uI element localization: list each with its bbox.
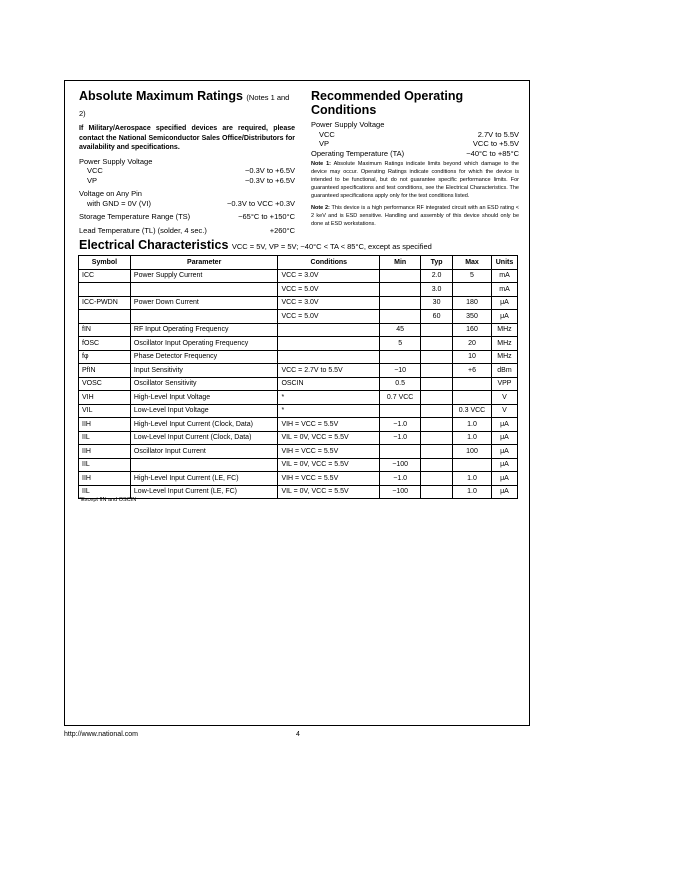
table-row [79, 445, 518, 459]
cell-symbol: PfIN [79, 364, 131, 378]
table-row [79, 472, 518, 486]
cell-conditions: VIH = VCC = 5.5V [278, 445, 380, 459]
column-header: Conditions [278, 256, 380, 270]
note-1 [311, 160, 519, 200]
cell-typ: 3.0 [421, 283, 453, 297]
table-row [79, 404, 518, 418]
roc-temp-label: Operating Temperature (TA) [311, 148, 405, 158]
cell-typ: 60 [421, 310, 453, 324]
absolute-maximum-ratings [79, 89, 295, 235]
cell-conditions: VIL = 0V, VCC = 5.5V [278, 431, 380, 445]
amr-lead-value: +260°C [269, 225, 295, 235]
cell-units: MHz [491, 337, 517, 351]
amr-vpin-label: Voltage on Any Pin [79, 189, 142, 198]
table-row [79, 323, 518, 337]
cell-units: MHz [491, 323, 517, 337]
table-row [79, 391, 518, 405]
cell-units: mA [491, 283, 517, 297]
roc-vp-value: VCC to +5.5V [472, 139, 519, 148]
cell-parameter: Low-Level Input Voltage [130, 404, 278, 418]
cell-parameter: Low-Level Input Current (Clock, Data) [130, 431, 278, 445]
cell-symbol: IIL [79, 485, 131, 499]
cell-units: V [491, 391, 517, 405]
cell-min [380, 445, 421, 459]
cell-typ [421, 350, 453, 364]
table-row [79, 458, 518, 472]
cell-max: 350 [453, 310, 492, 324]
amr-vpin-value: −0.3V to VCC +0.3V [227, 198, 295, 208]
cell-parameter: Oscillator Sensitivity [130, 377, 278, 391]
cell-typ [421, 445, 453, 459]
cell-typ [421, 485, 453, 499]
cell-parameter: Input Sensitivity [130, 364, 278, 378]
cell-units: dBm [491, 364, 517, 378]
amr-vp-value: −0.3V to +6.5V [244, 175, 295, 185]
amr-vp-label: VP [87, 175, 98, 185]
cell-symbol: ICC-PWDN [79, 296, 131, 310]
cell-min: −100 [380, 485, 421, 499]
cell-parameter: Low-Level Input Current (LE, FC) [130, 485, 278, 499]
note-1-label: Note 1: [311, 161, 331, 167]
note-2-text: This device is a high performance RF integrated circuit with an ESD rating < 2 keV and is ESD sensitive. Handling and assembly of this device should only be done at ESD workstations. [311, 205, 520, 227]
recommended-operating-conditions [311, 89, 519, 228]
cell-units: μA [491, 310, 517, 324]
cell-symbol: VOSC [79, 377, 131, 391]
cell-parameter: High-Level Input Current (LE, FC) [130, 472, 278, 486]
roc-temp-value: −40°C to +85°C [466, 148, 519, 158]
cell-typ: 2.0 [421, 269, 453, 283]
cell-units: μA [491, 472, 517, 486]
column-header: Parameter [130, 256, 278, 270]
cell-units: V [491, 404, 517, 418]
cell-max [453, 283, 492, 297]
cell-min: −1.0 [380, 418, 421, 432]
cell-max [453, 391, 492, 405]
cell-typ [421, 431, 453, 445]
amr-vcc-value: −0.3V to +6.5V [244, 166, 295, 175]
table-row [79, 337, 518, 351]
cell-max: 1.0 [453, 472, 492, 486]
cell-units: μA [491, 296, 517, 310]
cell-parameter: High-Level Input Voltage [130, 391, 278, 405]
roc-vp-label: VP [319, 139, 330, 148]
cell-max: 10 [453, 350, 492, 364]
table-header-row [79, 256, 518, 270]
cell-conditions: VIH = VCC = 5.5V [278, 472, 380, 486]
cell-min [380, 283, 421, 297]
electrical-characteristics-table [78, 255, 518, 499]
cell-conditions [278, 323, 380, 337]
cell-typ [421, 364, 453, 378]
cell-min: 0.7 VCC [380, 391, 421, 405]
note-2 [311, 204, 519, 228]
amr-heading [79, 89, 295, 121]
cell-conditions: * [278, 391, 380, 405]
table-row [79, 418, 518, 432]
cell-min [380, 269, 421, 283]
cell-conditions: VIL = 0V, VCC = 5.5V [278, 458, 380, 472]
cell-typ [421, 404, 453, 418]
cell-symbol [79, 283, 131, 297]
roc-vcc-label: VCC [319, 129, 335, 139]
column-header: Min [380, 256, 421, 270]
table-row [79, 364, 518, 378]
cell-units: μA [491, 431, 517, 445]
cell-max: 1.0 [453, 485, 492, 499]
column-header: Units [491, 256, 517, 270]
cell-units: μA [491, 485, 517, 499]
cell-max [453, 377, 492, 391]
cell-max: 160 [453, 323, 492, 337]
cell-units: VPP [491, 377, 517, 391]
cell-units: μA [491, 458, 517, 472]
cell-max: 0.3 VCC [453, 404, 492, 418]
cell-conditions: VCC = 5.0V [278, 283, 380, 297]
cell-symbol: ICC [79, 269, 131, 283]
cell-max: 5 [453, 269, 492, 283]
cell-min: −10 [380, 364, 421, 378]
amr-psv-label: Power Supply Voltage [79, 156, 153, 166]
cell-min: −1.0 [380, 431, 421, 445]
cell-conditions: VCC = 2.7V to 5.5V [278, 364, 380, 378]
note-1-text: Absolute Maximum Ratings indicate limits beyond which damage to the device may occur. Operating Ratings indicate conditions for which the device is intended to be functional, but do not guarantee specific performance limits. For guaranteed specifications and test conditions, see the Electrical Characteristics. The guaranteed specifications apply only for the test conditions listed. [311, 161, 519, 199]
cell-conditions: VIH = VCC = 5.5V [278, 418, 380, 432]
page-number: 4 [296, 731, 300, 738]
cell-typ [421, 337, 453, 351]
cell-conditions [278, 337, 380, 351]
amr-storage-value: −65°C to +150°C [238, 212, 295, 221]
column-header: Max [453, 256, 492, 270]
cell-typ [421, 458, 453, 472]
cell-min: −1.0 [380, 472, 421, 486]
cell-parameter: Phase Detector Frequency [130, 350, 278, 364]
cell-min [380, 296, 421, 310]
table-row [79, 377, 518, 391]
roc-vcc-value: 2.7V to 5.5V [477, 129, 519, 139]
cell-typ [421, 377, 453, 391]
cell-conditions [278, 350, 380, 364]
cell-conditions: VIL = 0V, VCC = 5.5V [278, 485, 380, 499]
note-2-label: Note 2: [311, 205, 330, 211]
cell-min [380, 404, 421, 418]
table-row [79, 283, 518, 297]
cell-max: 100 [453, 445, 492, 459]
cell-max: 1.0 [453, 431, 492, 445]
table-row [79, 269, 518, 283]
cell-symbol: IIH [79, 445, 131, 459]
cell-symbol: fOSC [79, 337, 131, 351]
roc-psv-label: Power Supply Voltage [311, 120, 385, 129]
cell-conditions: VCC = 5.0V [278, 310, 380, 324]
column-header: Typ [421, 256, 453, 270]
cell-parameter: Oscillator Input Current [130, 445, 278, 459]
table-row [79, 296, 518, 310]
cell-parameter [130, 310, 278, 324]
page-frame [64, 80, 530, 726]
cell-parameter: High-Level Input Current (Clock, Data) [130, 418, 278, 432]
footer-url[interactable]: http://www.national.com [64, 731, 138, 738]
cell-units: mA [491, 269, 517, 283]
ec-title: Electrical Characteristics [79, 238, 229, 252]
cell-symbol: IIL [79, 431, 131, 445]
cell-symbol: IIH [79, 472, 131, 486]
cell-min: 45 [380, 323, 421, 337]
cell-max: 20 [453, 337, 492, 351]
ec-footnote: *Except fIN and OSCIN [79, 497, 137, 503]
amr-notes: (Notes 1 and 2) [79, 93, 290, 118]
cell-parameter [130, 458, 278, 472]
cell-max: 1.0 [453, 418, 492, 432]
cell-min: 0.5 [380, 377, 421, 391]
cell-typ [421, 472, 453, 486]
cell-min: −100 [380, 458, 421, 472]
cell-symbol: IIL [79, 458, 131, 472]
amr-title: Absolute Maximum Ratings [79, 89, 243, 103]
cell-typ: 30 [421, 296, 453, 310]
amr-vpin-sub: with GND = 0V (VI) [87, 198, 151, 208]
cell-max: +6 [453, 364, 492, 378]
cell-parameter: Power Down Current [130, 296, 278, 310]
cell-units: MHz [491, 350, 517, 364]
cell-conditions: * [278, 404, 380, 418]
cell-symbol: IIH [79, 418, 131, 432]
cell-symbol: VIL [79, 404, 131, 418]
cell-symbol [79, 310, 131, 324]
amr-warning: If Military/Aerospace specified devices are required, please contact the National Semiconductor Sales Office/Distributors for availability and specifications. [79, 125, 295, 151]
cell-min: 5 [380, 337, 421, 351]
table-row [79, 431, 518, 445]
roc-title: Recommended Operating Conditions [311, 89, 464, 117]
cell-parameter: RF Input Operating Frequency [130, 323, 278, 337]
cell-min [380, 310, 421, 324]
cell-conditions: OSCIN [278, 377, 380, 391]
cell-conditions: VCC = 3.0V [278, 296, 380, 310]
column-header: Symbol [79, 256, 131, 270]
cell-typ [421, 418, 453, 432]
cell-units: μA [491, 418, 517, 432]
cell-max: 180 [453, 296, 492, 310]
cell-parameter: Power Supply Current [130, 269, 278, 283]
cell-max [453, 458, 492, 472]
cell-typ [421, 323, 453, 337]
table-row [79, 310, 518, 324]
amr-vcc-label: VCC [87, 166, 103, 175]
cell-parameter: Oscillator Input Operating Frequency [130, 337, 278, 351]
amr-lead-label: Lead Temperature (TL) (solder, 4 sec.) [79, 225, 207, 235]
cell-symbol: fIN [79, 323, 131, 337]
cell-symbol: fφ [79, 350, 131, 364]
cell-symbol: VIH [79, 391, 131, 405]
cell-typ [421, 391, 453, 405]
cell-conditions: VCC = 3.0V [278, 269, 380, 283]
ec-heading [79, 238, 432, 252]
cell-units: μA [491, 445, 517, 459]
cell-min [380, 350, 421, 364]
cell-parameter [130, 283, 278, 297]
amr-storage-label: Storage Temperature Range (TS) [79, 212, 191, 221]
table-row [79, 485, 518, 499]
ec-conditions: VCC = 5V, VP = 5V; −40°C < TA < 85°C, except as specified [231, 242, 432, 251]
table-row [79, 350, 518, 364]
